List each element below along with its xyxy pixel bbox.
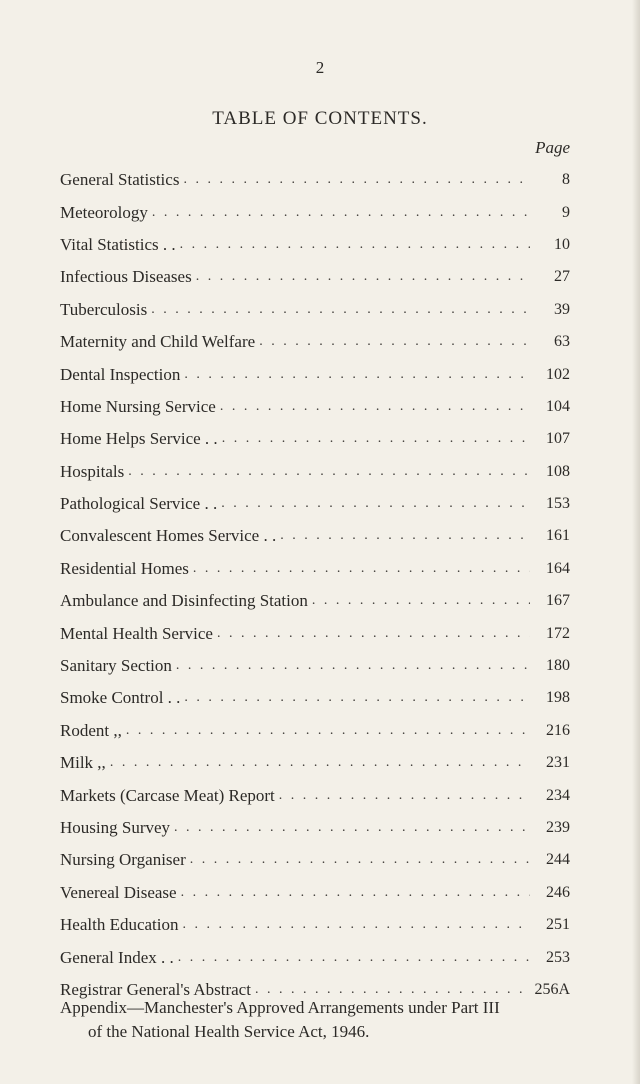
toc-dot-leader: [193, 561, 530, 577]
toc-entry: [60, 488, 570, 520]
toc-entry-page: 8: [562, 171, 570, 189]
toc-entry-page: 234: [546, 786, 570, 804]
toc-entry: [60, 326, 570, 358]
appendix-line-2: of the National Health Service Act, 1946.: [88, 1022, 370, 1041]
toc-entry: [60, 844, 570, 876]
toc-entry: [60, 585, 570, 617]
toc-entry-page: 198: [546, 689, 570, 707]
toc-entry-label: General Index . .: [60, 947, 174, 967]
toc-entry-page: 253: [546, 948, 570, 966]
toc-dot-leader: [196, 269, 530, 285]
toc-entry: [60, 391, 570, 423]
toc-entry-page: 27: [554, 268, 570, 286]
toc-entry-page: 164: [546, 559, 570, 577]
toc-entry-page: 231: [546, 754, 570, 772]
toc-entry-page: 39: [554, 300, 570, 318]
toc-entry: [60, 877, 570, 909]
appendix-note: [60, 996, 580, 1044]
toc-entry-label: Maternity and Child Welfare: [60, 332, 256, 352]
toc-entry-label: Ambulance and Disinfecting Station: [60, 591, 308, 611]
toc-entry: [60, 812, 570, 844]
toc-entry: [60, 520, 570, 552]
toc-entry: [60, 456, 570, 488]
toc-entry-page: 216: [546, 721, 570, 739]
toc-dot-leader: [222, 431, 530, 447]
toc-entry: [60, 747, 570, 779]
toc-entry-label: Tuberculosis: [60, 299, 148, 319]
toc-dot-leader: [312, 593, 530, 609]
toc-entry: [60, 423, 570, 455]
toc-dot-leader: [217, 626, 530, 642]
appendix-line-1: Appendix—Manchester's Approved Arrangements under Part III: [60, 998, 500, 1017]
toc-entry-page: 180: [546, 657, 570, 675]
toc-entry: [60, 196, 570, 228]
toc-dot-leader: [178, 950, 530, 966]
toc-entry-label: Residential Homes: [60, 558, 189, 578]
toc-dot-leader: [259, 334, 530, 350]
toc-entry: [60, 294, 570, 326]
toc-dot-leader: [152, 205, 530, 221]
toc-entry-label: Mental Health Service: [60, 623, 213, 643]
toc-entry-page: 153: [546, 495, 570, 513]
toc-entry-page: 256A: [534, 980, 570, 998]
toc-entry-label: Registrar General's Abstract: [60, 979, 251, 999]
toc-entry-page: 63: [554, 333, 570, 351]
toc-entry-page: 246: [546, 883, 570, 901]
toc-dot-leader: [280, 528, 530, 544]
toc-entry-label: Smoke Control . .: [60, 688, 181, 708]
toc-entry-label: Pathological Service . .: [60, 494, 218, 514]
toc-dot-leader: [128, 464, 530, 480]
toc-entry-page: 161: [546, 527, 570, 545]
toc-entry-label: Hospitals: [60, 461, 125, 481]
toc-entry-page: 244: [546, 851, 570, 869]
toc-dot-leader: [183, 172, 530, 188]
toc-entry: [60, 553, 570, 585]
toc-entry-page: 9: [562, 203, 570, 221]
toc-entry-label: Infectious Diseases: [60, 267, 192, 287]
toc-entry: [60, 909, 570, 941]
toc-entry-page: 172: [546, 624, 570, 642]
page-number: 2: [315, 58, 325, 77]
toc-dot-leader: [221, 496, 530, 512]
toc-entry-page: 167: [546, 592, 570, 610]
toc-entry: [60, 229, 570, 261]
toc-dot-leader: [184, 367, 530, 383]
toc-entry-label: Convalescent Homes Service . .: [60, 526, 277, 546]
toc-entry-page: 107: [546, 430, 570, 448]
toc-entry: [60, 715, 570, 747]
toc-entry-label: Health Education: [60, 915, 179, 935]
toc-entry-page: 10: [554, 235, 570, 253]
toc-entry-label: Home Nursing Service: [60, 396, 216, 416]
page-title: TABLE OF CONTENTS.: [212, 108, 428, 129]
toc-dot-leader: [110, 755, 530, 771]
toc-entry-page: 104: [546, 397, 570, 415]
toc-entry-label: Home Helps Service . .: [60, 429, 218, 449]
page-column-header: Page: [535, 138, 570, 157]
toc-dot-leader: [190, 852, 530, 868]
toc-dot-leader: [183, 917, 531, 933]
toc-entry: [60, 261, 570, 293]
toc-entry: [60, 617, 570, 649]
toc-entry-label: Milk ,,: [60, 753, 106, 773]
toc-dot-leader: [279, 788, 530, 804]
toc-dot-leader: [181, 885, 530, 901]
toc-entry: [60, 164, 570, 196]
page-edge-shadow: [632, 0, 640, 1084]
table-of-contents: [60, 164, 570, 1006]
toc-entry-label: Vital Statistics . .: [60, 234, 176, 254]
toc-entry-label: Meteorology: [60, 202, 148, 222]
toc-entry-page: 102: [546, 365, 570, 383]
toc-entry: [60, 941, 570, 973]
toc-entry: [60, 779, 570, 811]
toc-entry: [60, 358, 570, 390]
toc-entry-label: General Statistics: [60, 170, 180, 190]
toc-dot-leader: [176, 658, 530, 674]
toc-entry-label: Sanitary Section: [60, 656, 172, 676]
toc-dot-leader: [126, 723, 530, 739]
toc-entry-page: 108: [546, 462, 570, 480]
toc-entry-label: Housing Survey: [60, 818, 171, 837]
toc-entry-page: 251: [546, 916, 570, 934]
toc-entry-label: Dental Inspection: [60, 364, 181, 384]
toc-entry-label: Rodent ,,: [60, 720, 122, 740]
toc-entry-label: Markets (Carcase Meat) Report: [60, 785, 275, 805]
toc-dot-leader: [184, 690, 530, 706]
toc-entry-label: Venereal Disease: [60, 882, 177, 902]
toc-entry: [60, 682, 570, 714]
toc-dot-leader: [174, 820, 530, 836]
toc-entry-label: Nursing Organiser: [60, 850, 186, 870]
toc-entry: [60, 650, 570, 682]
toc-dot-leader: [220, 399, 530, 415]
toc-entry-page: 239: [546, 819, 570, 836]
toc-dot-leader: [151, 302, 530, 318]
toc-dot-leader: [180, 237, 530, 253]
